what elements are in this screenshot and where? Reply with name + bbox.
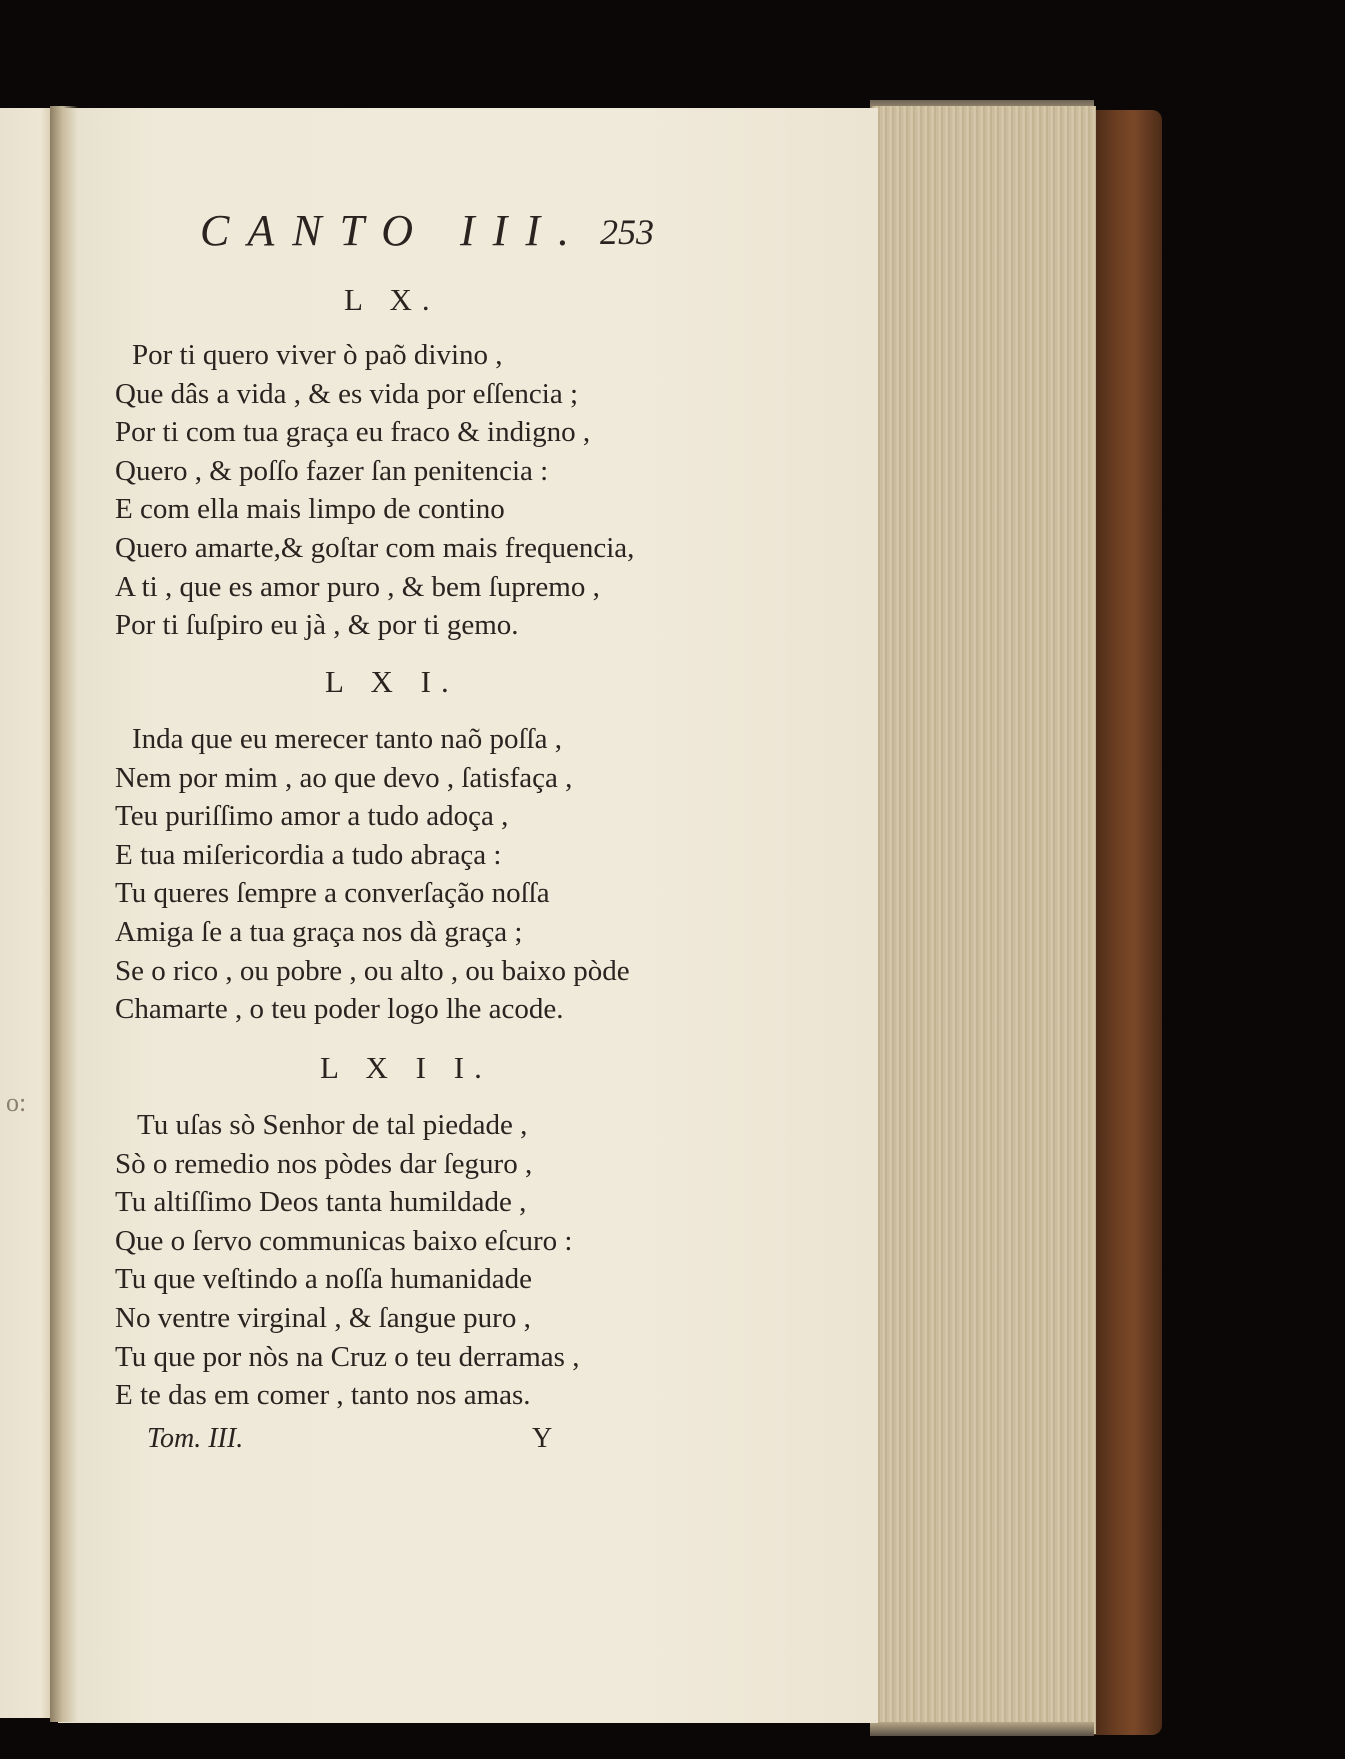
leather-cover [1092, 110, 1162, 1735]
canto-title: CANTO III. [200, 206, 587, 255]
verse-line: Inda que eu merecer tanto naõ poſſa , [132, 723, 562, 755]
verse-line: Sò o remedio nos pòdes dar ſeguro , [115, 1147, 533, 1180]
verse-line: Amiga ſe a tua graça nos dà graça ; [115, 915, 523, 948]
verse-line: Quero amarte,& goſtar com mais frequencia, [115, 531, 635, 564]
verse-line: E com ella mais limpo de contino [115, 493, 505, 526]
verse-line: Tu altiſſimo Deos tanta humildade , [115, 1186, 527, 1219]
verse-line: E tua miſericordia a tudo abraça : [115, 838, 502, 871]
verse-line: E te das em comer , tanto nos amas. [115, 1379, 531, 1412]
left-page-ghost-mark: o: [6, 1088, 27, 1117]
page-block-bottom-edge [870, 1722, 1094, 1736]
page-gutter [50, 106, 78, 1722]
verse-line: Tu que veſtindo a noſſa humanidade [115, 1263, 532, 1296]
verse-line: Tu uſas sò Senhor de tal piedade , [137, 1109, 528, 1141]
stanza-lxii [115, 1106, 695, 1415]
stanza-numeral-lxii: L X I I. [320, 1050, 492, 1085]
verse-line: A ti , que es amor puro , & bem ſupremo , [115, 570, 600, 603]
verse-line: Chamarte , o teu poder logo lhe acode. [115, 993, 564, 1026]
volume-mark: Tom. III. [147, 1423, 244, 1454]
verse-line: Por ti quero viver ò paõ divino , [132, 339, 503, 371]
verse-line: Que o ſervo communicas baixo eſcuro : [115, 1224, 573, 1257]
verse-line: Nem por mim , ao que devo , ſatisfaça , [115, 761, 573, 794]
verse-line: Por ti com tua graça eu fraco & indigno , [115, 416, 591, 449]
verse-line: Que dâs a vida , & es vida por eſſencia ; [115, 377, 579, 410]
verse-line: Por ti ſuſpiro eu jà , & por ti gemo. [115, 609, 519, 642]
verse-line: Tu queres ſempre a converſação noſſa [115, 877, 550, 910]
page-footer [147, 1423, 597, 1463]
page-number: 253 [600, 212, 654, 252]
stanza-lx [115, 336, 695, 645]
verse-line: No ventre virginal , & ſangue puro , [115, 1301, 531, 1334]
stanza-lxi [115, 720, 695, 1029]
signature-mark: Y [532, 1423, 553, 1454]
verse-line: Teu puriſſimo amor a tudo adoça , [115, 800, 509, 833]
stanza-numeral-lxi: L X I. [325, 664, 459, 699]
running-header [200, 205, 700, 255]
verse-line: Quero , & poſſo fazer ſan penitencia : [115, 454, 549, 487]
verse-line: Tu que por nòs na Cruz o teu derramas , [115, 1340, 580, 1373]
verse-line: Se o rico , ou pobre , ou alto , ou baixo pòde [115, 954, 630, 987]
stanza-numeral-lx: L X. [344, 282, 440, 317]
page-block-edges [872, 106, 1096, 1734]
